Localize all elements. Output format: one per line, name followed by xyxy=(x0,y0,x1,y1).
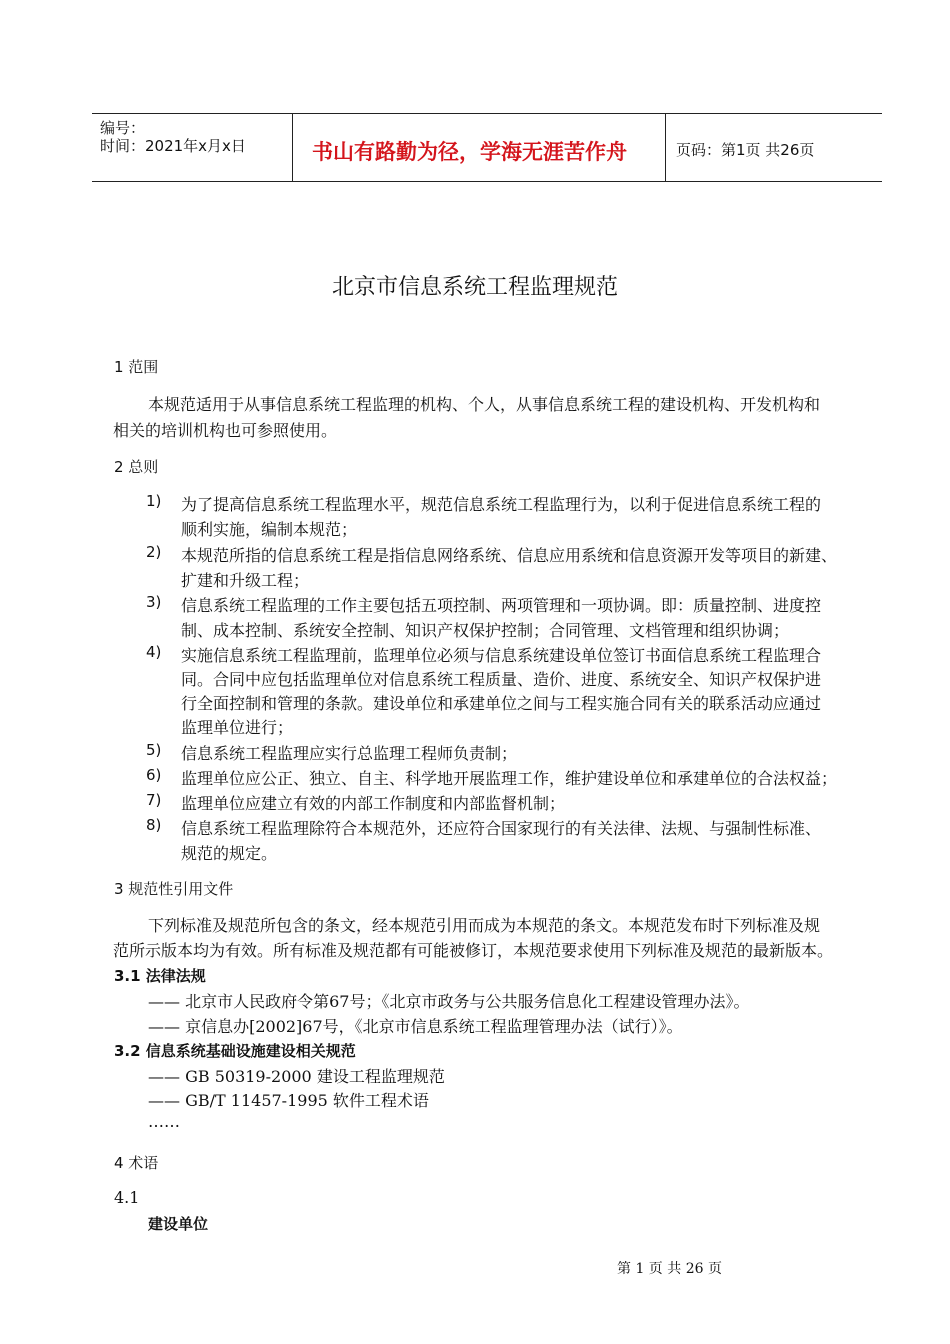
reference-item: —— GB/T 11457-1995 软件工程术语 xyxy=(148,1091,429,1110)
header-motto: 书山有路勤为径，学海无涯苦作舟 xyxy=(312,140,627,164)
header-divider-left xyxy=(292,113,293,182)
term-heading: 建设单位 xyxy=(148,1215,209,1233)
header-divider-right xyxy=(665,113,666,182)
item-number: 4) xyxy=(146,643,162,661)
reference-item: —— 北京市人民政府令第67号；《北京市政务与公共服务信息化工程建设管理办法》。 xyxy=(148,992,750,1011)
header-bottom-rule xyxy=(92,181,882,182)
header-date-label: 时间：2021年x月x日 xyxy=(100,137,246,155)
section-1-heading: 1 范围 xyxy=(114,358,159,376)
section-2-heading: 2 总则 xyxy=(114,458,159,476)
item-text-line: 实施信息系统工程监理前，监理单位必须与信息系统建设单位签订书面信息系统工程监理合 xyxy=(181,646,822,665)
section-3-paragraph-line-2: 范所示版本均为有效。所有标准及规范都有可能被修订，本规范要求使用下列标准及规范的最新版本。 xyxy=(113,941,834,960)
item-text-line: 制、成本控制、系统安全控制、知识产权保护控制；合同管理、文档管理和组织协调； xyxy=(181,621,790,640)
section-3-2-heading: 3.2 信息系统基础设施建设相关规范 xyxy=(114,1042,356,1060)
item-number: 3) xyxy=(146,593,162,611)
item-number: 8) xyxy=(146,816,162,834)
item-text-line: 信息系统工程监理除符合本规范外，还应符合国家现行的有关法律、法规、与强制性标准、 xyxy=(181,819,822,838)
section-3-1-heading: 3.1 法律法规 xyxy=(114,967,206,985)
section-4-heading: 4 术语 xyxy=(114,1154,159,1172)
item-number: 7) xyxy=(146,791,162,809)
item-text-line: 同。合同中应包括监理单位对信息系统工程质量、造价、进度、系统安全、知识产权保护进 xyxy=(181,670,822,689)
item-text-line: 扩建和升级工程； xyxy=(181,571,310,590)
ellipsis: …… xyxy=(148,1112,180,1131)
item-text-line: 本规范所指的信息系统工程是指信息网络系统、信息应用系统和信息资源开发等项目的新建、 xyxy=(181,546,838,565)
header-page-label: 页码：第1页 共26页 xyxy=(676,141,815,159)
item-text-line: 信息系统工程监理的工作主要包括五项控制、两项管理和一项协调。即：质量控制、进度控 xyxy=(181,596,822,615)
item-text-line: 规范的规定。 xyxy=(181,844,278,863)
page-footer: 第 1 页 共 26 页 xyxy=(617,1261,722,1277)
item-number: 5) xyxy=(146,741,162,759)
item-text-line: 监理单位应公正、独立、自主、科学地开展监理工作，维护建设单位和承建单位的合法权益； xyxy=(181,769,838,788)
item-text-line: 行全面控制和管理的条款。建设单位和承建单位之间与工程实施合同有关的联系活动应通过 xyxy=(181,694,822,713)
document-title: 北京市信息系统工程监理规范 xyxy=(331,275,618,300)
item-text-line: 为了提高信息系统工程监理水平，规范信息系统工程监理行为，以利于促进信息系统工程的 xyxy=(181,495,822,514)
header-top-rule xyxy=(92,113,882,114)
reference-item: —— 京信息办[2002]67号，《北京市信息系统工程监理管理办法（试行）》。 xyxy=(148,1017,683,1036)
header-number-label: 编号： xyxy=(100,119,146,137)
section-1-paragraph-line-2: 相关的培训机构也可参照使用。 xyxy=(113,421,338,440)
item-text-line: 顺利实施，编制本规范； xyxy=(181,520,358,539)
section-4-1-number: 4.1 xyxy=(114,1188,140,1207)
item-text-line: 监理单位应建立有效的内部工作制度和内部监督机制； xyxy=(181,794,566,813)
item-number: 6) xyxy=(146,766,162,784)
section-3-paragraph-line-1: 下列标准及规范所包含的条文，经本规范引用而成为本规范的条文。本规范发布时下列标准及规 xyxy=(148,916,821,935)
item-number: 2) xyxy=(146,543,162,561)
item-number: 1) xyxy=(146,492,162,510)
section-3-heading: 3 规范性引用文件 xyxy=(114,880,234,898)
item-text-line: 监理单位进行； xyxy=(181,718,294,737)
section-1-paragraph-line-1: 本规范适用于从事信息系统工程监理的机构、个人，从事信息系统工程的建设机构、开发机构和 xyxy=(148,395,821,414)
item-text-line: 信息系统工程监理应实行总监理工程师负责制； xyxy=(181,744,518,763)
reference-item: —— GB 50319-2000 建设工程监理规范 xyxy=(148,1067,445,1086)
